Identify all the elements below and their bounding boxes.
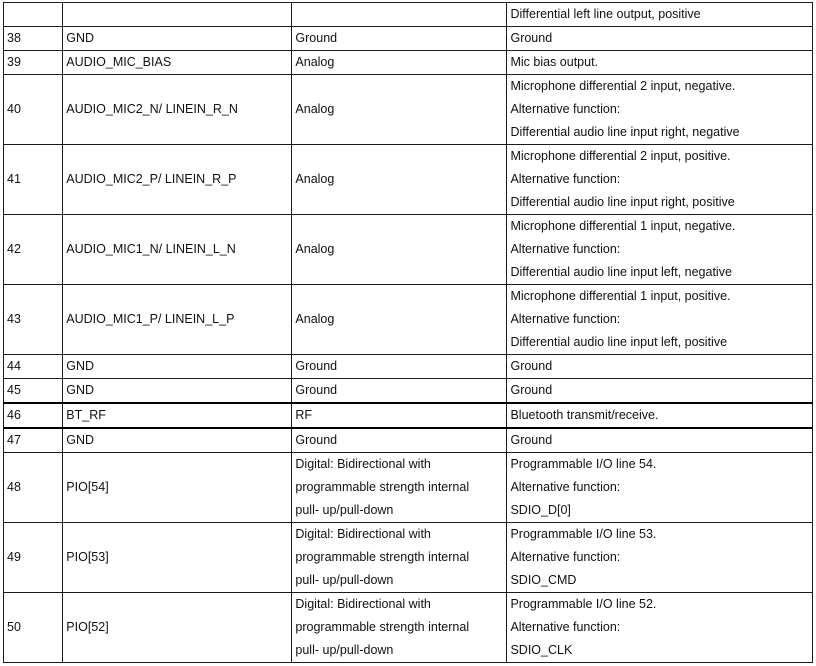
- pin-number-cell: 39: [4, 51, 63, 75]
- pin-number-cell: 45: [4, 379, 63, 404]
- pin-type-cell-line: Analog: [295, 242, 335, 256]
- pin-description-cell: [507, 593, 813, 663]
- pin-type-cell: [292, 428, 507, 453]
- pin-type-cell-line: pull- up/pull-down: [295, 503, 394, 517]
- pin-description-cell-line: Alternative function:: [510, 480, 621, 494]
- pin-description-cell-line: Differential audio line input right, negative: [510, 125, 740, 139]
- table-row: [4, 453, 813, 523]
- pin-description-cell-line: Microphone differential 2 input, positive.: [510, 149, 731, 163]
- pin-number-cell: 44: [4, 355, 63, 379]
- pin-description-cell-line: Differential audio line input left, positive: [510, 335, 728, 349]
- pin-number-cell: 50: [4, 593, 63, 663]
- pin-type-cell-line: Digital: Bidirectional with: [295, 527, 431, 541]
- pin-description-cell-line: Differential left line output, positive: [510, 7, 701, 21]
- pin-description-cell: [507, 285, 813, 355]
- pin-description-cell-line: Alternative function:: [510, 242, 621, 256]
- pin-description-cell-line: Programmable I/O line 52.: [510, 597, 657, 611]
- pin-name-cell: BT_RF: [63, 403, 292, 428]
- pin-name-cell: GND: [63, 428, 292, 453]
- pin-type-cell-line: Ground: [295, 383, 338, 397]
- table-row: [4, 523, 813, 593]
- pin-type-cell-line: RF: [295, 408, 313, 422]
- pin-description-cell: [507, 145, 813, 215]
- pin-type-cell: [292, 523, 507, 593]
- pin-description-cell-line: Mic bias output.: [510, 55, 599, 69]
- pin-type-cell-line: Digital: Bidirectional with: [295, 597, 431, 611]
- pin-description-cell-line: SDIO_CMD: [510, 573, 577, 587]
- pin-type-cell: [292, 27, 507, 51]
- pin-description-cell: [507, 3, 813, 27]
- pin-description-cell: [507, 379, 813, 404]
- pin-type-cell: [292, 285, 507, 355]
- pin-name-cell: GND: [63, 27, 292, 51]
- pin-name-cell: AUDIO_MIC_BIAS: [63, 51, 292, 75]
- pin-description-table: [3, 2, 813, 663]
- table-row: [4, 145, 813, 215]
- pin-name-cell: AUDIO_MIC2_N/ LINEIN_R_N: [63, 75, 292, 145]
- pin-name-cell: PIO[53]: [63, 523, 292, 593]
- table-row: [4, 215, 813, 285]
- pin-name-cell: AUDIO_MIC1_P/ LINEIN_L_P: [63, 285, 292, 355]
- pin-number-cell: 40: [4, 75, 63, 145]
- pin-type-cell: [292, 593, 507, 663]
- pin-name-cell: GND: [63, 355, 292, 379]
- pin-number-cell: 43: [4, 285, 63, 355]
- pin-number-cell: 49: [4, 523, 63, 593]
- pin-description-cell: [507, 355, 813, 379]
- pin-description-cell-line: Differential audio line input right, positive: [510, 195, 735, 209]
- pin-description-cell-line: Microphone differential 1 input, positive.: [510, 289, 731, 303]
- pin-number-cell: 38: [4, 27, 63, 51]
- pin-description-cell-line: Alternative function:: [510, 172, 621, 186]
- pin-type-cell-line: Analog: [295, 102, 335, 116]
- pin-description-cell: [507, 428, 813, 453]
- pin-description-cell-line: Bluetooth transmit/receive.: [510, 408, 659, 422]
- pin-description-cell-line: Alternative function:: [510, 550, 621, 564]
- pin-description-cell: [507, 453, 813, 523]
- pin-description-cell-line: Ground: [510, 433, 553, 447]
- pin-type-cell: [292, 453, 507, 523]
- pin-description-cell-line: Microphone differential 2 input, negative.: [510, 79, 736, 93]
- table-row: [4, 379, 813, 404]
- pin-description-cell: [507, 215, 813, 285]
- pin-type-cell-line: Ground: [295, 31, 338, 45]
- pin-name-cell: PIO[54]: [63, 453, 292, 523]
- pin-type-cell: [292, 379, 507, 404]
- pin-name-cell: PIO[52]: [63, 593, 292, 663]
- pin-number-cell: 42: [4, 215, 63, 285]
- table-row: [4, 27, 813, 51]
- pin-description-cell-line: Microphone differential 1 input, negative.: [510, 219, 736, 233]
- pin-type-cell-line: Analog: [295, 312, 335, 326]
- pin-description-cell-line: Programmable I/O line 54.: [510, 457, 657, 471]
- pin-description-cell-line: Programmable I/O line 53.: [510, 527, 657, 541]
- pin-type-cell-line: programmable strength internal: [295, 550, 470, 564]
- pin-type-cell: [292, 3, 507, 27]
- pin-description-cell-line: Alternative function:: [510, 312, 621, 326]
- pin-name-cell: GND: [63, 379, 292, 404]
- pin-name-cell: AUDIO_MIC1_N/ LINEIN_L_N: [63, 215, 292, 285]
- pin-description-cell: [507, 75, 813, 145]
- pin-type-cell: [292, 355, 507, 379]
- table-row: [4, 403, 813, 428]
- pin-number-cell: 48: [4, 453, 63, 523]
- pin-description-cell-line: Ground: [510, 31, 553, 45]
- pin-number-cell: 46: [4, 403, 63, 428]
- pin-type-cell-line: Analog: [295, 172, 335, 186]
- table-row: [4, 593, 813, 663]
- pin-number-cell: 41: [4, 145, 63, 215]
- pin-type-cell-line: programmable strength internal: [295, 480, 470, 494]
- pin-description-cell: [507, 27, 813, 51]
- pin-type-cell: [292, 51, 507, 75]
- pin-description-cell-line: Ground: [510, 383, 553, 397]
- pin-type-cell-line: pull- up/pull-down: [295, 573, 394, 587]
- pin-type-cell-line: Analog: [295, 55, 335, 69]
- table-row: [4, 75, 813, 145]
- pin-name-cell: AUDIO_MIC2_P/ LINEIN_R_P: [63, 145, 292, 215]
- pin-description-cell-line: SDIO_CLK: [510, 643, 573, 657]
- pin-number-cell: 47: [4, 428, 63, 453]
- pin-type-cell-line: Digital: Bidirectional with: [295, 457, 431, 471]
- pin-type-cell: [292, 75, 507, 145]
- pin-description-cell: [507, 51, 813, 75]
- pin-type-cell-line: Ground: [295, 433, 338, 447]
- pin-name-cell: [63, 3, 292, 27]
- pin-description-cell-line: Alternative function:: [510, 620, 621, 634]
- pin-type-cell-line: Ground: [295, 359, 338, 373]
- table-row: [4, 51, 813, 75]
- pin-type-cell: [292, 215, 507, 285]
- table-row: [4, 428, 813, 453]
- pin-type-cell: [292, 403, 507, 428]
- table-row: [4, 355, 813, 379]
- pin-description-cell: [507, 403, 813, 428]
- pin-description-cell-line: Ground: [510, 359, 553, 373]
- table-body: [4, 3, 813, 663]
- pin-description-cell-line: SDIO_D[0]: [510, 503, 571, 517]
- table-row: [4, 285, 813, 355]
- pin-type-cell: [292, 145, 507, 215]
- pin-type-cell-line: pull- up/pull-down: [295, 643, 394, 657]
- pin-type-cell-line: programmable strength internal: [295, 620, 470, 634]
- table-row: [4, 3, 813, 27]
- pin-description-cell: [507, 523, 813, 593]
- pin-description-cell-line: Differential audio line input left, negative: [510, 265, 732, 279]
- pin-number-cell: [4, 3, 63, 27]
- pin-description-cell-line: Alternative function:: [510, 102, 621, 116]
